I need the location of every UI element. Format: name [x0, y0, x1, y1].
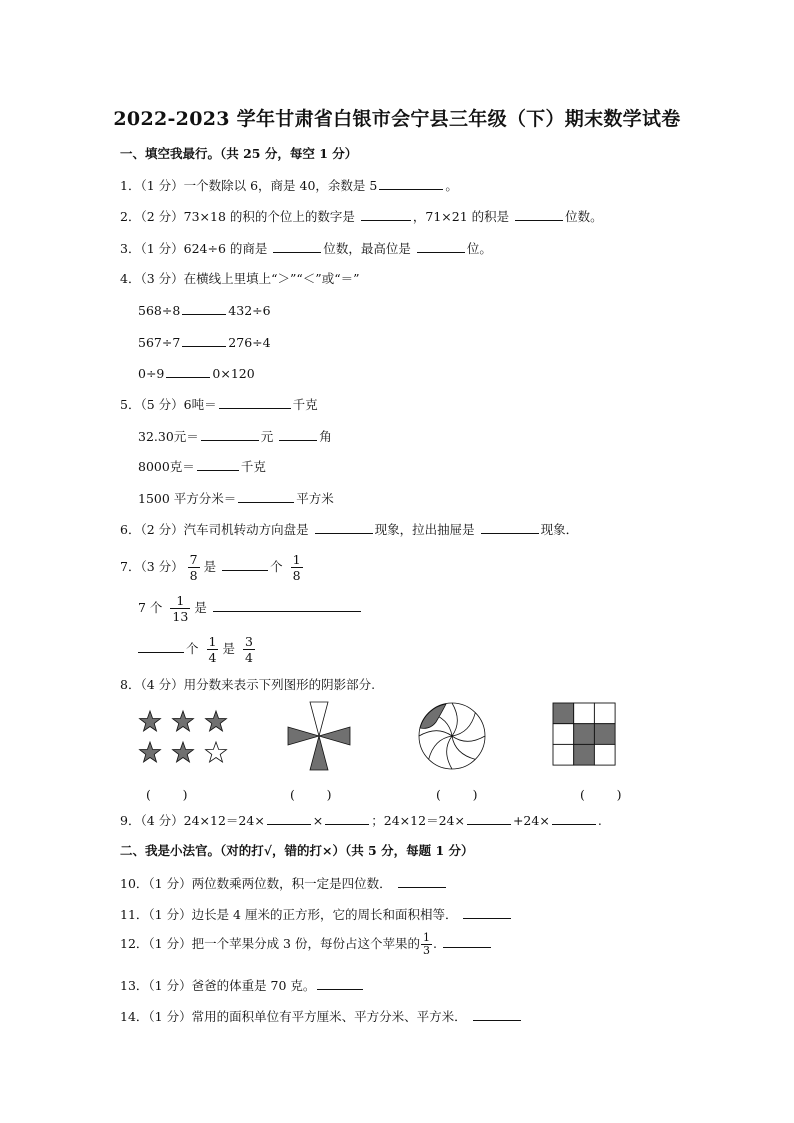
q4-left: 567÷7: [138, 335, 181, 350]
q9-text-a: 9．（4 分）24×12＝24×: [120, 813, 265, 828]
question-5: [120, 395, 318, 413]
q7-item-3: [138, 634, 259, 670]
fraction-1-4: [207, 634, 219, 665]
section-1-heading: 一、填空我最行。（共 25 分，每空 1 分）: [120, 146, 358, 161]
q4-item-1: [138, 301, 271, 319]
q4-left: 0÷9: [138, 366, 165, 381]
grid-figure: [552, 702, 616, 766]
shaded-triangle: [319, 727, 350, 745]
q3-text-c: 位。: [466, 241, 492, 256]
question-2: [120, 207, 603, 225]
swirl-curve: [452, 713, 475, 736]
answer-blank[interactable]: [219, 395, 291, 409]
q5-2-c: 角: [319, 429, 332, 444]
question-13: [120, 976, 365, 994]
answer-blank[interactable]: [473, 1007, 521, 1021]
answer-blank[interactable]: [379, 176, 443, 190]
shaded-star-icon: [173, 742, 194, 762]
answer-blank[interactable]: [317, 976, 363, 990]
pinwheel-figure: [286, 700, 352, 772]
answer-blank[interactable]: [361, 207, 411, 221]
q11-text: 11．（1 分）边长是 4 厘米的正方形，它的周长和面积相等．: [120, 907, 458, 922]
swirl-curve: [452, 703, 457, 736]
numerator: 1: [422, 931, 430, 944]
shaded-star-icon: [140, 711, 161, 731]
fraction-1-8: [291, 552, 303, 583]
q4-item-3: [138, 364, 255, 382]
fraction-1-3: [421, 932, 432, 957]
q7-3-text-b: 是: [222, 641, 235, 656]
denominator: 13: [172, 609, 189, 624]
answer-blank[interactable]: [443, 934, 491, 948]
question-4: 4．（3 分）在横线上里填上“＞”“＜”或“＝”: [120, 271, 360, 286]
answer-blank[interactable]: [201, 427, 259, 441]
q7-2-text-a: 7 个: [138, 600, 163, 615]
q1-text: 1．（1 分）一个数除以 6，商是 40，余数是 5: [120, 178, 378, 193]
answer-blank[interactable]: [325, 811, 369, 825]
answer-blank[interactable]: [197, 457, 239, 471]
swirl-curve: [452, 736, 485, 741]
question-7: [120, 552, 307, 588]
q4-item-2: [138, 333, 271, 351]
answer-paren[interactable]: ( ): [436, 787, 478, 802]
answer-paren[interactable]: ( ): [580, 787, 622, 802]
numerator: 1: [292, 552, 301, 567]
question-11: [120, 905, 513, 923]
swirl-curve: [447, 736, 452, 769]
q2-text-b: ，71×21 的积是: [412, 209, 510, 224]
q5-4-b: 平方米: [296, 491, 334, 506]
shaded-star-icon: [173, 711, 194, 731]
question-10: [120, 874, 448, 892]
q7-2-text-b: 是: [194, 600, 207, 615]
denominator: 8: [292, 568, 301, 583]
swirl-curve: [419, 731, 452, 736]
answer-blank[interactable]: [467, 811, 511, 825]
swirl-curve: [452, 736, 475, 759]
q12-text-a: 12．（1 分）把一个苹果分成 3 份，每份占这个苹果的: [120, 936, 420, 951]
q2-text-c: 位数。: [565, 209, 603, 224]
question-12: [120, 932, 493, 966]
q6-text-c: 现象．: [540, 522, 579, 537]
answer-blank[interactable]: [315, 520, 373, 534]
q7-item-2: [138, 593, 363, 629]
answer-paren[interactable]: ( ): [290, 787, 332, 802]
answer-blank[interactable]: [182, 333, 226, 347]
fraction-7-8: [188, 552, 200, 583]
answer-paren[interactable]: ( ): [146, 787, 188, 802]
q5-4-a: 1500 平方分米＝: [138, 491, 237, 506]
q9-text-e: .: [597, 813, 602, 828]
q5-text-b: 千克: [292, 397, 318, 412]
section-2-heading: 二、我是小法官。（对的打√，错的打×）（共 5 分，每题 1 分）: [120, 843, 474, 858]
q5-item-3: [138, 457, 266, 475]
q7-text-b: 是: [203, 559, 217, 574]
numerator: 1: [170, 593, 190, 609]
q6-text-a: 6．（2 分）汽车司机转动方向盘是: [120, 522, 309, 537]
numerator: 7: [189, 552, 198, 567]
shaded-star-icon: [206, 711, 227, 731]
numerator: 3: [244, 634, 253, 649]
answer-blank[interactable]: [515, 207, 563, 221]
question-3: [120, 239, 492, 257]
fraction-1-13: [170, 593, 190, 624]
answer-blank[interactable]: [552, 811, 596, 825]
q9-text-d: +24×: [512, 813, 550, 828]
q6-text-b: 现象，拉出抽屉是: [374, 522, 475, 537]
q12-text-b: .: [432, 936, 437, 951]
numerator: 1: [208, 634, 217, 649]
question-6: [120, 520, 578, 538]
q3-text-b: 位数，最高位是: [323, 241, 411, 256]
answer-blank[interactable]: [398, 874, 446, 888]
unshaded-star-icon: [206, 742, 227, 762]
answer-blank[interactable]: [166, 364, 210, 378]
q5-text-a: 5．（5 分）6吨＝: [120, 397, 217, 412]
question-1: [120, 176, 458, 194]
q10-text: 10．（1 分）两位数乘两位数，积一定是四位数．: [120, 876, 392, 891]
swirl-curve: [429, 736, 452, 759]
q1-end: 。: [445, 178, 458, 193]
answer-blank[interactable]: [222, 557, 268, 571]
q14-text: 14．（1 分）常用的面积单位有平方厘米、平方分米、平方米．: [120, 1009, 467, 1024]
denominator: 4: [244, 650, 253, 665]
q5-3-a: 8000克＝: [138, 459, 195, 474]
answer-blank[interactable]: [238, 489, 294, 503]
answer-blank[interactable]: [481, 520, 539, 534]
answer-blank[interactable]: [267, 811, 311, 825]
q5-3-b: 千克: [240, 459, 266, 474]
q4-left: 568÷8: [138, 303, 181, 318]
shaded-star-icon: [140, 742, 161, 762]
shaded-triangle: [310, 736, 328, 770]
q3-text-a: 3．（1 分）624÷6 的商是: [120, 241, 268, 256]
q4-right: 0×120: [212, 366, 255, 381]
q9-text-b: ×: [312, 813, 324, 828]
q9-text-c: ；24×12＝24×: [371, 813, 465, 828]
answer-blank[interactable]: [279, 427, 317, 441]
q2-text-a: 2．（2 分）73×18 的积的个位上的数字是: [120, 209, 355, 224]
q7-text-c: 个: [270, 559, 283, 574]
shaded-crescent: [420, 704, 446, 728]
question-8: 8．（4 分）用分数来表示下列图形的阴影部分.: [120, 677, 376, 692]
q7-text-a: 7．（3 分）: [120, 559, 184, 574]
answer-blank[interactable]: [463, 905, 511, 919]
denominator: 4: [208, 650, 217, 665]
unshaded-triangle: [310, 702, 328, 736]
stars-figure: [134, 706, 234, 770]
q13-text: 13．（1 分）爸爸的体重是 70 克。: [120, 978, 316, 993]
q5-2-b: 元: [260, 429, 274, 444]
q4-right: 276÷4: [228, 335, 271, 350]
question-9: [120, 811, 602, 829]
denominator: 3: [422, 944, 430, 957]
page-title: 2022-2023 学年甘肃省白银市会宁县三年级（下）期末数学试卷: [113, 108, 681, 130]
q5-2-a: 32.30元＝: [138, 429, 199, 444]
answer-blank[interactable]: [417, 239, 465, 253]
shaded-triangle: [288, 727, 319, 745]
q7-3-text-a: 个: [186, 641, 199, 656]
answer-blank[interactable]: [213, 598, 361, 612]
swirl-circle-figure: [416, 700, 488, 772]
q5-item-2: [138, 427, 332, 445]
fraction-3-4: [243, 634, 255, 665]
answer-blank[interactable]: [273, 239, 321, 253]
q5-item-4: [138, 489, 334, 507]
denominator: 8: [189, 568, 198, 583]
answer-blank[interactable]: [138, 639, 184, 653]
q4-right: 432÷6: [228, 303, 271, 318]
answer-blank[interactable]: [182, 301, 226, 315]
question-14: [120, 1007, 523, 1025]
